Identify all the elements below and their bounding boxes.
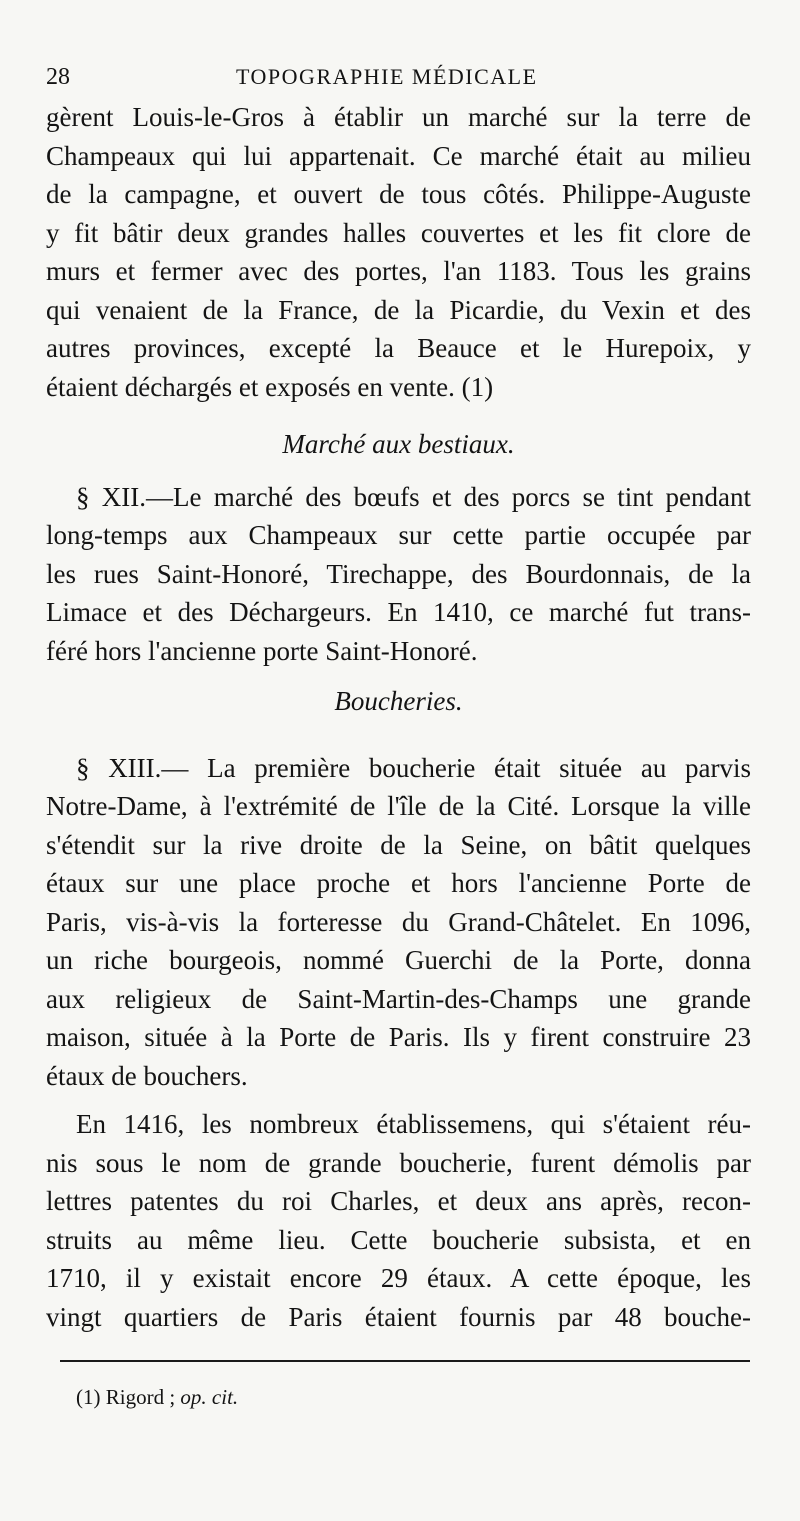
- footnote: [76, 1385, 238, 1410]
- section-heading-boucheries: Boucheries.: [334, 686, 463, 716]
- footnote-marker: (1): [76, 1385, 101, 1409]
- text-line: qui venaient de la France, de la Picardie, du Vexin et des: [46, 294, 751, 325]
- text-line: vingt quartiers de Paris étaient fournis par 48 bouche-: [46, 1301, 751, 1332]
- text-line: Paris, vis-à-vis la forteresse du Grand-Châtelet. En 1096,: [46, 906, 751, 937]
- text-line: § XIII.— La première boucherie était située au parvis: [76, 752, 751, 783]
- paragraph-1: [46, 98, 751, 406]
- text-line: y fit bâtir deux grandes halles couvertes et les fit clore de: [46, 217, 751, 248]
- text-line: de la campagne, et ouvert de tous côtés. Philippe-Auguste: [46, 179, 751, 209]
- text-line: long-temps aux Champeaux sur cette partie occupée par: [46, 520, 751, 550]
- text-line: féré hors l'ancienne porte Saint-Honoré.: [46, 635, 478, 666]
- text-line: En 1416, les nombreux établissemens, qui s'étaient réu-: [76, 1109, 751, 1139]
- text-line: s'étendit sur la rive droite de la Seine, on bâtit quelques: [46, 829, 751, 860]
- paragraph-2: [46, 478, 751, 671]
- text-line: Limace et des Déchargeurs. En 1410, ce marché fut trans-: [46, 597, 751, 627]
- text-line: nis sous le nom de grande boucherie, furent démolis par: [46, 1147, 751, 1178]
- text-line: struits au même lieu. Cette boucherie subsista, et en: [46, 1224, 751, 1255]
- text-line: aux religieux de Saint-Martin-des-Champs une grande: [46, 983, 751, 1014]
- text-line: un riche bourgeois, nommé Guerchi de la Porte, donna: [46, 945, 751, 975]
- text-line: § XII.—Le marché des bœufs et des porcs se tint pendant: [76, 481, 751, 512]
- text-line: autres provinces, excepté la Beauce et le Hurepoix, y: [46, 333, 751, 363]
- running-head: TOPOGRAPHIE MÉDICALE: [236, 64, 538, 89]
- text-line: lettres patentes du roi Charles, et deux ans après, recon-: [46, 1186, 751, 1216]
- text-line: étaient déchargés et exposés en vente. (1): [46, 371, 494, 402]
- text-line: maison, située à la Porte de Paris. Ils y firent construire 23: [46, 1022, 751, 1052]
- text-line: étaux sur une place proche et hors l'ancienne Porte de: [46, 868, 751, 898]
- footnote-citation: op. cit.: [180, 1385, 239, 1409]
- page-number: 28: [46, 64, 70, 90]
- text-line: murs et fermer avec des portes, l'an 1183. Tous les grains: [46, 256, 751, 286]
- body-text: [46, 98, 751, 1336]
- text-line: Champeaux qui lui appartenait. Ce marché était au milieu: [46, 140, 751, 171]
- text-line: 1710, il y existait encore 29 étaux. A cette époque, les: [46, 1263, 751, 1293]
- text-line: les rues Saint-Honoré, Tirechappe, des Bourdonnais, de la: [46, 558, 751, 589]
- footnote-author: Rigord ;: [105, 1385, 176, 1409]
- section-heading-marche-aux-bestiaux: Marché aux bestiaux.: [282, 429, 515, 459]
- paragraph-4: [46, 1105, 751, 1336]
- footnote-divider: [60, 1360, 750, 1362]
- text-line: étaux de bouchers.: [46, 1060, 248, 1091]
- text-line: gèrent Louis-le-Gros à établir un marché sur la terre de: [46, 102, 751, 132]
- paragraph-3: [46, 749, 751, 1096]
- text-line: Notre-Dame, à l'extrémité de l'île de la Cité. Lorsque la ville: [46, 791, 751, 821]
